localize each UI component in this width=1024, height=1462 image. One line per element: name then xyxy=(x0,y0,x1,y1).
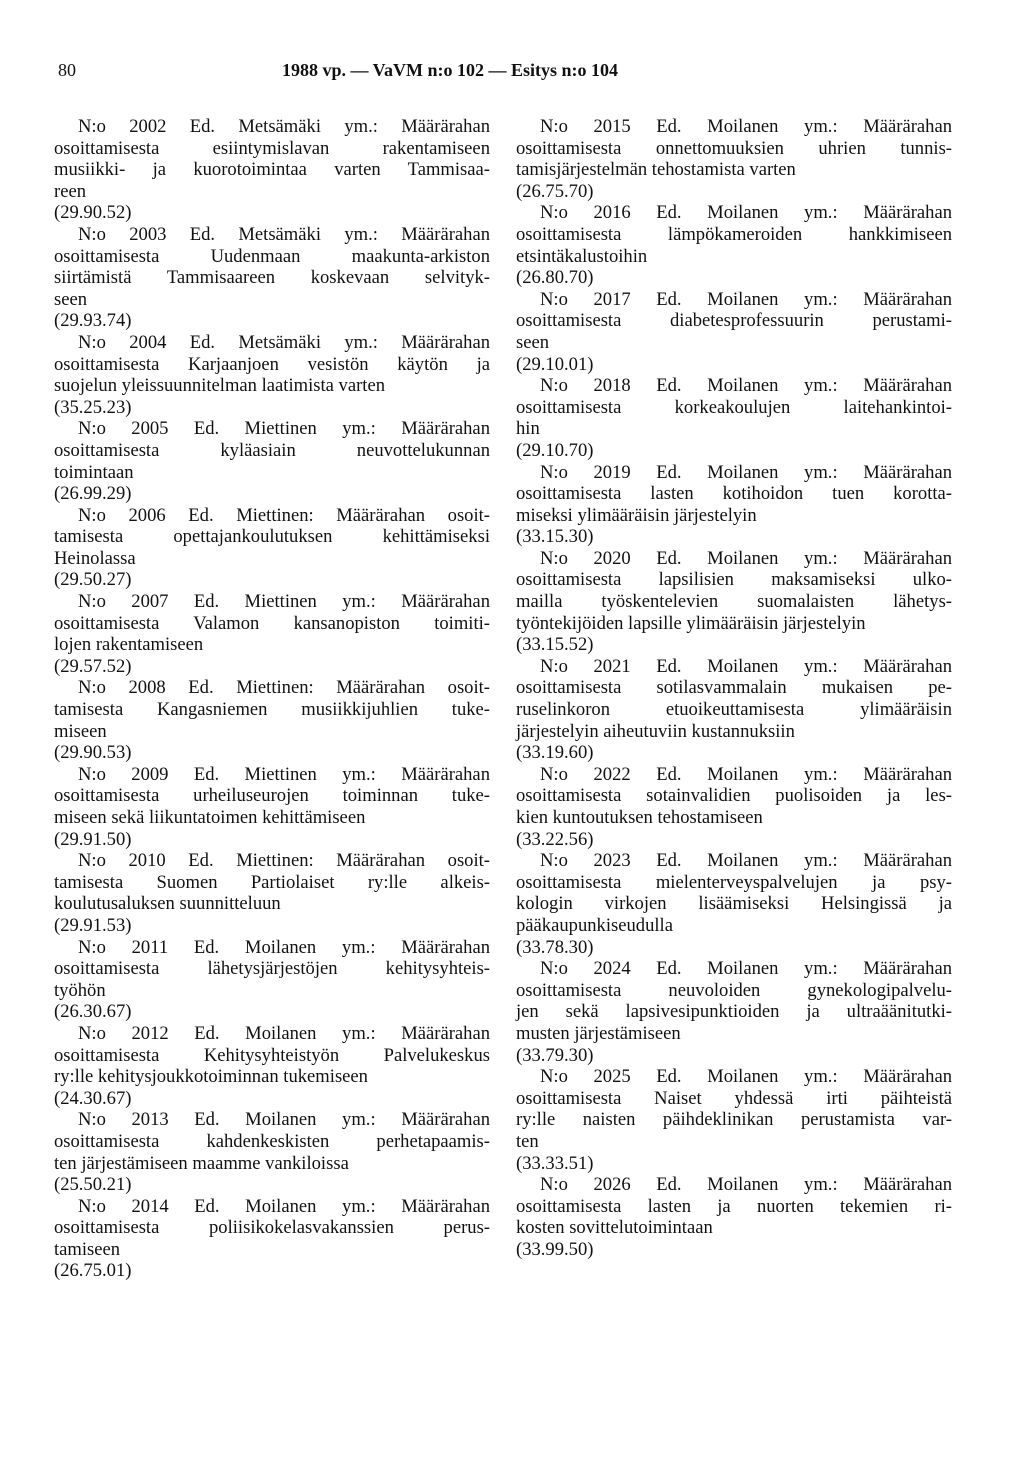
motion-text-line: osoittamisesta kahdenkeskisten perhetapaamis- xyxy=(54,1130,490,1152)
motion-text-line: osoittamisesta Naiset yhdessä irti päihteistä xyxy=(516,1087,952,1109)
running-head: 1988 vp. — VaVM n:o 102 — Esitys n:o 104 xyxy=(282,60,619,80)
motion-entry xyxy=(516,958,952,1066)
motion-text-line: siirtämistä Tammisaareen koskevaan selvityk- xyxy=(54,267,490,289)
budget-item-number: (29.91.53) xyxy=(54,914,132,936)
motion-text-line: osoittamisesta lapsilisien maksamiseksi ulko- xyxy=(516,569,952,591)
motion-heading-line: N:o 2021 Ed. Moilanen ym.: Määrärahan xyxy=(540,655,952,677)
right-column xyxy=(516,116,952,1260)
motion-heading-line: N:o 2010 Ed. Miettinen: Määrärahan osoit- xyxy=(78,850,490,872)
motion-heading-line: N:o 2018 Ed. Moilanen ym.: Määrärahan xyxy=(540,375,952,397)
motion-text-line: musten järjestämiseen xyxy=(516,1022,681,1044)
motion-entry xyxy=(516,116,952,202)
motion-text-line: ry:lle kehitysjoukkotoiminnan tukemiseen xyxy=(54,1066,368,1088)
budget-item-number: (29.91.50) xyxy=(54,828,132,850)
page-header xyxy=(58,60,978,90)
motion-text-line: järjestelyin aiheutuviin kustannuksiin xyxy=(516,720,795,742)
motion-text-line: osoittamisesta lasten kotihoidon tuen korotta- xyxy=(516,483,952,505)
motion-text-line: ten järjestämiseen maamme vankiloissa xyxy=(54,1152,349,1174)
motion-text-line: seen xyxy=(54,288,88,310)
motion-entry xyxy=(54,224,490,332)
motion-entry xyxy=(516,850,952,958)
motion-text-line: jen sekä lapsivesipunktioiden ja ultraäänitutki- xyxy=(516,1001,952,1023)
budget-item-number: (25.50.21) xyxy=(54,1174,132,1196)
motion-heading-line: N:o 2011 Ed. Moilanen ym.: Määrärahan xyxy=(78,936,490,958)
motion-entry xyxy=(54,764,490,850)
motion-heading-line: N:o 2008 Ed. Miettinen: Määrärahan osoit- xyxy=(78,677,490,699)
motion-text-line: miseen sekä liikuntatoimen kehittämiseen xyxy=(54,807,366,828)
motion-heading-line: N:o 2009 Ed. Miettinen ym.: Määrärahan xyxy=(78,763,490,785)
motion-text-line: osoittamisesta Uudenmaan maakunta-arkiston xyxy=(54,245,490,267)
motion-text-line: pääkaupunkiseudulla xyxy=(516,914,673,936)
motion-heading-line: N:o 2022 Ed. Moilanen ym.: Määrärahan xyxy=(540,763,952,785)
budget-item-number: (29.93.74) xyxy=(54,310,132,332)
budget-item-number: (24.30.67) xyxy=(54,1087,132,1109)
budget-item-number: (26.75.01) xyxy=(54,1260,132,1282)
motion-heading-line: N:o 2004 Ed. Metsämäki ym.: Määrärahan xyxy=(78,331,490,353)
motion-text-line: osoittamisesta onnettomuuksien uhrien tunnis- xyxy=(516,137,952,159)
motion-text-line: tamiseen xyxy=(54,1238,121,1260)
motion-entry xyxy=(54,1023,490,1109)
motion-entry xyxy=(54,1109,490,1195)
motion-entry xyxy=(54,677,490,763)
motion-text-line: osoittamisesta diabetesprofessuurin perustami- xyxy=(516,310,952,332)
budget-item-number: (35.25.23) xyxy=(54,396,132,418)
budget-item-number: (29.90.52) xyxy=(54,202,132,224)
budget-item-number: (33.22.56) xyxy=(516,828,594,850)
motion-heading-line: N:o 2020 Ed. Moilanen ym.: Määrärahan xyxy=(540,547,952,569)
motion-text-line: osoittamisesta korkeakoulujen laitehankintoi- xyxy=(516,396,952,418)
motion-heading-line: N:o 2014 Ed. Moilanen ym.: Määrärahan xyxy=(78,1195,490,1217)
motion-entry xyxy=(516,764,952,850)
motion-text-line: osoittamisesta lämpökameroiden hankkimiseen xyxy=(516,223,952,245)
motion-heading-line: N:o 2017 Ed. Moilanen ym.: Määrärahan xyxy=(540,288,952,310)
budget-item-number: (29.10.70) xyxy=(516,439,594,461)
motion-text-line: osoittamisesta kyläasiain neuvottelukunnan xyxy=(54,439,490,461)
budget-item-number: (29.10.01) xyxy=(516,353,594,375)
motion-entry xyxy=(516,375,952,461)
motion-text-line: tamisesta opettajankoulutuksen kehittämiseksi xyxy=(54,526,490,548)
motion-text-line: osoittamisesta sotainvalidien puolisoiden ja les- xyxy=(516,785,952,807)
budget-item-number: (29.90.53) xyxy=(54,742,132,764)
motion-heading-line: N:o 2025 Ed. Moilanen ym.: Määrärahan xyxy=(540,1066,952,1088)
motion-entry xyxy=(54,850,490,936)
motion-heading-line: N:o 2006 Ed. Miettinen: Määrärahan osoit- xyxy=(78,504,490,526)
motion-text-line: ten xyxy=(516,1130,539,1152)
motion-text-line: osoittamisesta poliisikokelasvakanssien perus- xyxy=(54,1217,490,1239)
motion-entry xyxy=(54,1196,490,1282)
motion-text-line: osoittamisesta Karjaanjoen vesistön käytön ja xyxy=(54,353,490,375)
motion-heading-line: N:o 2024 Ed. Moilanen ym.: Määrärahan xyxy=(540,958,952,980)
motion-text-line: hin xyxy=(516,418,540,440)
motion-heading-line: N:o 2019 Ed. Moilanen ym.: Määrärahan xyxy=(540,461,952,483)
motion-text-line: osoittamisesta esiintymislavan rakentamiseen xyxy=(54,137,490,159)
budget-item-number: (26.75.70) xyxy=(516,180,594,202)
motion-text-line: miseksi ylimääräisin järjestelyin xyxy=(516,504,757,526)
left-column xyxy=(54,116,490,1282)
motion-heading-line: N:o 2013 Ed. Moilanen ym.: Määrärahan xyxy=(78,1109,490,1131)
motion-text-line: osoittamisesta mielenterveyspalvelujen ja psy- xyxy=(516,871,952,893)
motion-text-line: reen xyxy=(54,180,86,202)
budget-item-number: (33.19.60) xyxy=(516,742,594,764)
budget-item-number: (26.80.70) xyxy=(516,267,594,289)
motion-text-line: seen xyxy=(516,331,550,353)
motion-text-line: miseen xyxy=(54,720,107,742)
motion-heading-line: N:o 2016 Ed. Moilanen ym.: Määrärahan xyxy=(540,202,952,224)
motion-text-line: koulutusaluksen suunnitteluun xyxy=(54,893,281,915)
budget-item-number: (33.79.30) xyxy=(516,1044,594,1066)
motion-heading-line: N:o 2003 Ed. Metsämäki ym.: Määrärahan xyxy=(78,223,490,245)
page-number: 80 xyxy=(58,60,76,80)
motion-entry xyxy=(516,1174,952,1260)
budget-item-number: (26.30.67) xyxy=(54,1001,132,1023)
motion-heading-line: N:o 2005 Ed. Miettinen ym.: Määrärahan xyxy=(78,418,490,440)
motion-text-line: kien kuntoutuksen tehostamiseen xyxy=(516,807,763,828)
motion-heading-line: N:o 2012 Ed. Moilanen ym.: Määrärahan xyxy=(78,1022,490,1044)
motion-text-line: kologin virkojen lisäämiseksi Helsingissä ja xyxy=(516,893,952,915)
budget-item-number: (29.50.27) xyxy=(54,569,132,591)
motion-entry xyxy=(54,591,490,677)
motion-entry xyxy=(516,462,952,548)
motion-heading-line: N:o 2002 Ed. Metsämäki ym.: Määrärahan xyxy=(78,116,490,137)
motion-text-line: osoittamisesta lähetysjärjestöjen kehitysyhteis- xyxy=(54,958,490,980)
motion-text-line: musiikki- ja kuorotoimintaa varten Tammisaa- xyxy=(54,159,490,181)
motion-entry xyxy=(54,332,490,418)
motion-text-line: ry:lle naisten päihdeklinikan perustamista var- xyxy=(516,1109,952,1131)
motion-text-line: osoittamisesta Valamon kansanopiston toimiti- xyxy=(54,612,490,634)
motion-heading-line: N:o 2026 Ed. Moilanen ym.: Määrärahan xyxy=(540,1174,952,1196)
motion-text-line: lojen rakentamiseen xyxy=(54,634,204,656)
motion-text-line: työhön xyxy=(54,979,106,1001)
motion-entry xyxy=(54,505,490,591)
motion-entry xyxy=(516,656,952,764)
motion-text-line: etsintäkalustoihin xyxy=(516,245,648,267)
motion-entry xyxy=(516,548,952,656)
motion-text-line: osoittamisesta sotilasvammalain mukaisen pe- xyxy=(516,677,952,699)
motion-text-line: kosten sovittelutoimintaan xyxy=(516,1217,713,1239)
motion-heading-line: N:o 2015 Ed. Moilanen ym.: Määrärahan xyxy=(540,116,952,137)
motion-text-line: ruselinkoron etuoikeuttamisesta ylimääräisin xyxy=(516,699,952,721)
motion-text-line: osoittamisesta lasten ja nuorten tekemien ri- xyxy=(516,1195,952,1217)
motion-text-line: osoittamisesta urheiluseurojen toiminnan tuke- xyxy=(54,785,490,807)
motion-text-line: tamisesta Suomen Partiolaiset ry:lle alkeis- xyxy=(54,871,490,893)
motion-text-line: mailla työskentelevien suomalaisten lähetys- xyxy=(516,591,952,613)
budget-item-number: (33.78.30) xyxy=(516,936,594,958)
motion-text-line: tamisjärjestelmän tehostamista varten xyxy=(516,159,796,181)
budget-item-number: (33.33.51) xyxy=(516,1152,594,1174)
budget-item-number: (33.15.52) xyxy=(516,634,594,656)
budget-item-number: (33.15.30) xyxy=(516,526,594,548)
motion-text-line: osoittamisesta neuvoloiden gynekologipalvelu- xyxy=(516,979,952,1001)
motion-entry xyxy=(516,289,952,375)
motion-entry xyxy=(54,418,490,504)
budget-item-number: (26.99.29) xyxy=(54,483,132,505)
motion-entry xyxy=(54,937,490,1023)
budget-item-number: (29.57.52) xyxy=(54,655,132,677)
budget-item-number: (33.99.50) xyxy=(516,1238,594,1260)
motion-heading-line: N:o 2023 Ed. Moilanen ym.: Määrärahan xyxy=(540,850,952,872)
motion-entry xyxy=(516,1066,952,1174)
motion-text-line: osoittamisesta Kehitysyhteistyön Palvelukeskus xyxy=(54,1044,490,1066)
motion-text-line: suojelun yleissuunnitelman laatimista varten xyxy=(54,375,386,397)
motion-text-line: tamisesta Kangasniemen musiikkijuhlien tuke- xyxy=(54,699,490,721)
motion-text-line: työntekijöiden lapsille ylimääräisin järjestelyin xyxy=(516,612,866,634)
motion-entry xyxy=(54,116,490,224)
motion-text-line: toimintaan xyxy=(54,461,134,483)
motion-text-line: Heinolassa xyxy=(54,547,136,569)
motion-heading-line: N:o 2007 Ed. Miettinen ym.: Määrärahan xyxy=(78,591,490,613)
motion-entry xyxy=(516,202,952,288)
